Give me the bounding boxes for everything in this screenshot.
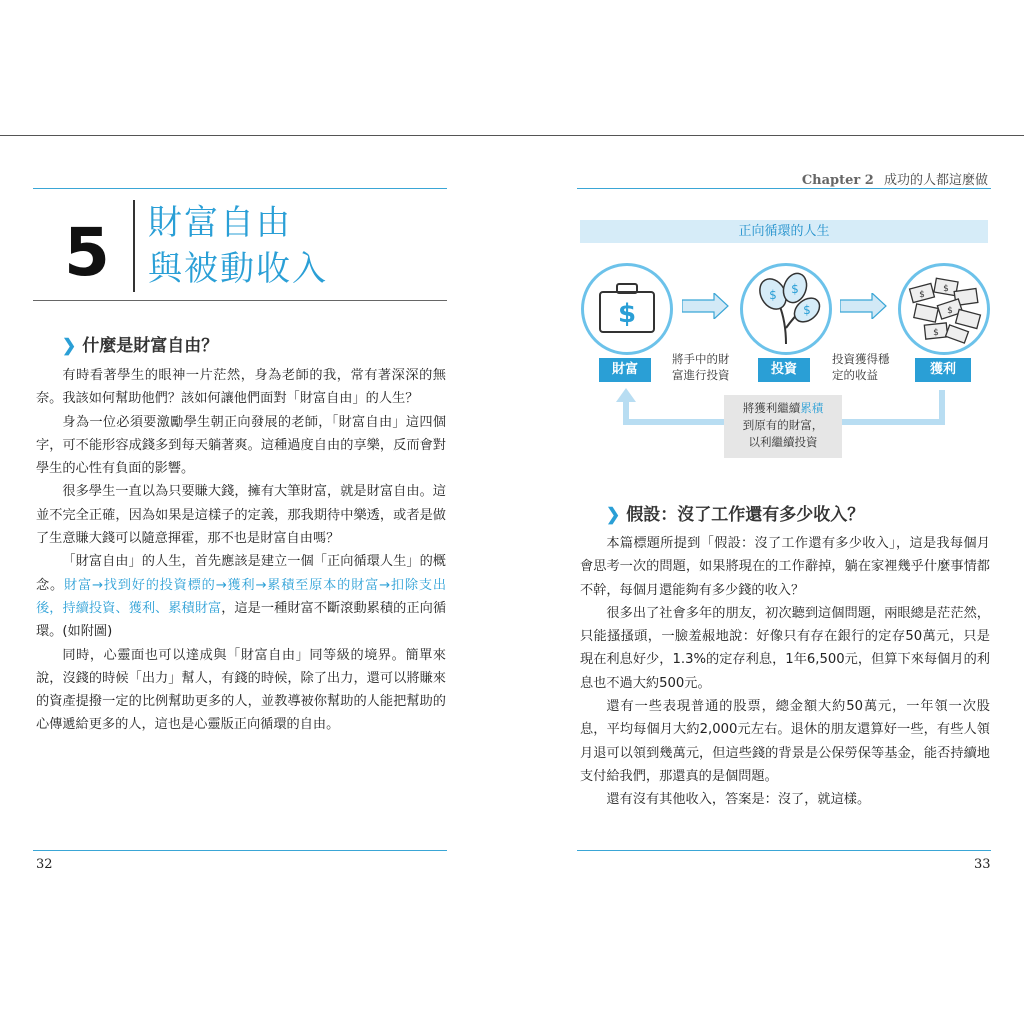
chevron-right-icon: ❯ bbox=[62, 336, 77, 356]
left-body-text bbox=[36, 364, 446, 737]
money-pile-icon bbox=[901, 266, 987, 352]
section-heading-income-without-job bbox=[606, 500, 864, 525]
svg-text:$: $ bbox=[791, 282, 799, 296]
top-blue-rule-right bbox=[577, 188, 991, 189]
paragraph: 同時，心靈面也可以達成與「財富自由」同等級的境界。簡單來說，沒錢的時候「出力」幫人，有錢的時候，除了出力，還可以將賺來的資產提撥一定的比例幫助更多的人，並教導被你幫助的人能把幫助的心傳遞給更多的人，這也是心靈版正向循環的自由。 bbox=[36, 647, 446, 733]
running-head bbox=[802, 169, 988, 188]
bottom-blue-rule bbox=[33, 850, 447, 851]
arrow-right-icon bbox=[682, 293, 730, 319]
section-heading-what-is-financial-freedom bbox=[62, 331, 218, 356]
reinvest-note-box bbox=[724, 395, 842, 458]
top-blue-rule bbox=[33, 188, 447, 189]
section-heading-text: 假設：沒了工作還有多少收入？ bbox=[626, 505, 865, 525]
diagram-banner: 正向循環的人生 bbox=[580, 220, 988, 243]
title-bottom-rule bbox=[33, 300, 447, 301]
briefcase-icon bbox=[584, 266, 670, 352]
chapter-title-line1: 財富自由 bbox=[148, 203, 292, 243]
tag-wealth: 財富 bbox=[599, 358, 651, 382]
paragraph: 還有一些表現普通的股票，總金額大約50萬元，一年領一次股息，平均每個月大約2,000元左右。退休的朋友還算好一些，有些人領月退可以領到幾萬元，但這些錢的背景是公保勞保等基金，能否持續地支付給我們，那還真的是個問題。 bbox=[580, 699, 990, 784]
note-invest-wealth bbox=[672, 351, 730, 383]
wealth-circle bbox=[581, 263, 673, 355]
svg-text:$: $ bbox=[933, 328, 939, 338]
money-tree-icon bbox=[743, 266, 829, 352]
svg-text:$: $ bbox=[919, 290, 925, 300]
reinvest-line bbox=[724, 400, 842, 417]
paragraph: 有時看著學生的眼神一片茫然，身為老師的我，常有著深深的無奈。我該如何幫助他們？該如何讓他們面對「財富自由」的人生？ bbox=[36, 368, 446, 407]
paragraph: 身為一位必須要激勵學生朝正向發展的老師，「財富自由」這四個字，可不能形容成錢多到每天躺著爽。這種過度自由的享樂，反而會對學生的心性有負面的影響。 bbox=[36, 414, 446, 477]
svg-text:$: $ bbox=[947, 306, 953, 316]
reinvest-line: 以利繼續投資 bbox=[748, 435, 818, 449]
note-line: 定的收益 bbox=[832, 368, 878, 382]
profit-circle bbox=[898, 263, 990, 355]
svg-text:$: $ bbox=[617, 299, 637, 329]
svg-text:$: $ bbox=[769, 288, 777, 302]
note-line: 富進行投資 bbox=[672, 368, 730, 382]
svg-text:$: $ bbox=[943, 284, 949, 294]
paragraph: 還有沒有其他收入，答案是：沒了，就這樣。 bbox=[606, 792, 871, 808]
paragraph-positive-cycle bbox=[36, 550, 446, 643]
title-divider bbox=[133, 200, 135, 292]
arrow-right-icon bbox=[840, 293, 888, 319]
chapter-title-line2: 與被動收入 bbox=[148, 249, 328, 289]
note-line: 投資獲得穩 bbox=[832, 352, 890, 366]
chapter-number: 5 bbox=[64, 214, 110, 291]
paragraph-text: ，這是一種財富不斷滾動累積的正向循環。(如附圖) bbox=[36, 600, 447, 640]
invest-circle bbox=[740, 263, 832, 355]
paragraph-text: 「財富自由」的人生，首先應該是建立一個「正向循環人生」的概念。 bbox=[36, 554, 446, 593]
tag-profit: 獲利 bbox=[915, 358, 971, 382]
reinvest-line: 到原有的財富， bbox=[742, 418, 824, 432]
section-heading-text: 什麼是財富自由？ bbox=[82, 336, 219, 356]
note-line: 將手中的財 bbox=[672, 352, 730, 366]
running-head-title: 成功的人都這麼做 bbox=[883, 173, 988, 188]
chevron-right-icon: ❯ bbox=[606, 505, 621, 525]
highlighted-cycle-text: 財富→找到好的投資標的→獲利→累積至原本的財富→扣除支出後，持續投資、獲利、累積財富 bbox=[36, 577, 447, 616]
tag-invest: 投資 bbox=[758, 358, 810, 382]
right-body-text bbox=[580, 532, 990, 812]
note-stable-return bbox=[832, 351, 890, 383]
reinvest-highlight: 累積 bbox=[800, 401, 824, 415]
paragraph: 很多學生一直以為只要賺大錢，擁有大筆財富，就是財富自由。這並不完全正確，因為如果是這樣子的定義，那我期待中樂透，或者是做了生意賺大錢可以隨意揮霍，那不也是財富自由嗎？ bbox=[36, 484, 446, 547]
svg-text:$: $ bbox=[803, 303, 811, 317]
running-head-chapter: Chapter 2 bbox=[801, 173, 874, 188]
bottom-blue-rule-right bbox=[577, 850, 991, 851]
paragraph: 本篇標題所提到「假設：沒了工作還有多少收入」，這是我每個月會思考一次的問題，如果將現在的工作辭掉，躺在家裡幾乎什麼事情都不幹，每個月還能夠有多少錢的收入？ bbox=[580, 536, 990, 598]
page-number: 33 bbox=[974, 857, 991, 872]
paragraph: 很多出了社會多年的朋友，初次聽到這個問題，兩眼總是茫茫然，只能搔搔頭，一臉羞赧地說：好像只有存在銀行的定存50萬元，只是現在利息好少，1.3%的定存利息，1年6,500元，但算下來每個月的利息也不過大約500元。 bbox=[580, 605, 990, 691]
page-number: 32 bbox=[36, 857, 53, 872]
reinvest-text: 將獲利繼續 bbox=[742, 401, 801, 415]
